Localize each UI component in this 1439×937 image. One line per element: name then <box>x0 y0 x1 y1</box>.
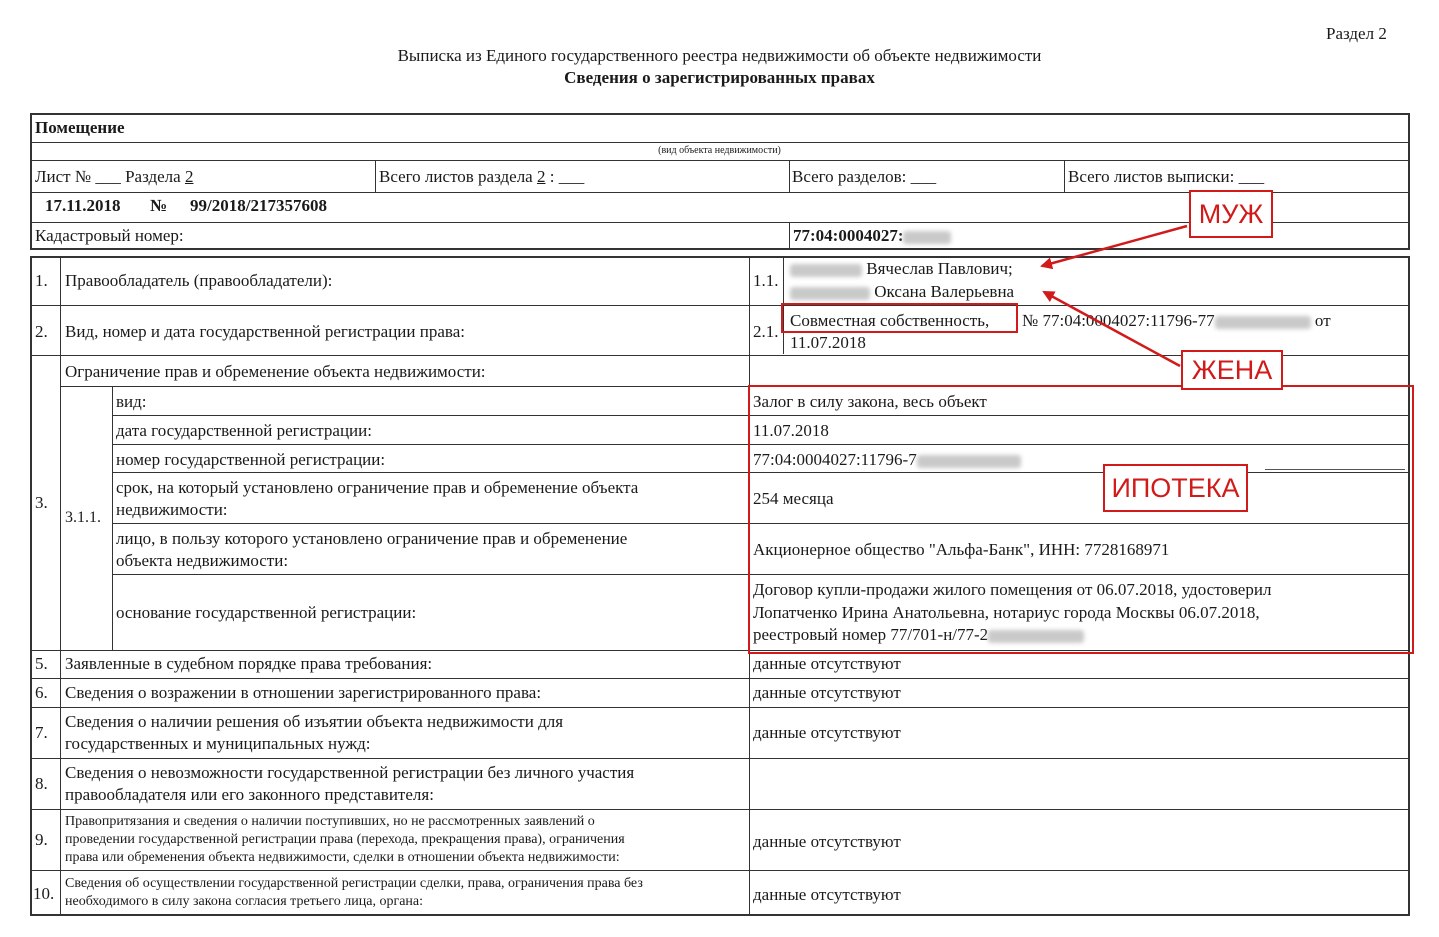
sheet-number: Лист № ___ Раздела 2 <box>35 167 194 186</box>
row-7-num: 7. <box>35 723 48 742</box>
object-type: Помещение <box>35 118 125 137</box>
row-10-value: данные отсутствуют <box>753 885 901 904</box>
annotation-husband: МУЖ <box>1189 190 1273 238</box>
row-10-label-1: Сведения об осуществлении государственной регистрации сделки, права, ограничения права без <box>65 876 643 891</box>
row-8-label-2: правообладателя или его законного представителя: <box>65 785 434 804</box>
encumbrance-number-label: номер государственной регистрации: <box>116 450 386 469</box>
total-sheets-extract: Всего листов выписки: ___ <box>1068 167 1265 186</box>
owner-1: Вячеслав Павлович; <box>790 259 1013 279</box>
right-reg-date: 11.07.2018 <box>790 333 866 352</box>
encumbrance-term-label-2: недвижимости: <box>116 500 228 519</box>
object-type-caption: (вид объекта недвижимости) <box>658 145 781 156</box>
right-reg-number: № 77:04:0004027:11796-77 от <box>1022 311 1331 330</box>
row-9-label-1: Правопритязания и сведения о наличии поступивших, но не рассмотренных заявлений о <box>65 814 595 829</box>
beneficiary-label-1: лицо, в пользу которого установлено ограничение прав и обременение <box>116 529 628 548</box>
row-7-label-2: государственных и муниципальных нужд: <box>65 734 371 753</box>
annotation-wife: ЖЕНА <box>1181 350 1283 390</box>
encumbrance-date-value: 11.07.2018 <box>753 421 829 440</box>
encumbrance-number-value: 77:04:0004027:11796-7 <box>753 450 1021 470</box>
basis-value-1: Договор купли-продажи жилого помещения от 06.07.2018, удостоверил <box>753 580 1272 599</box>
row-10-label-2: необходимого в силу закона согласия третьего лица, органа: <box>65 894 424 909</box>
annotation-mortgage: ИПОТЕКА <box>1103 464 1248 512</box>
total-sections: Всего разделов: ___ <box>792 167 937 186</box>
beneficiary-label-2: объекта недвижимости: <box>116 551 289 570</box>
row-7-value: данные отсутствуют <box>753 723 901 742</box>
row-9-label-2: проведении государственной регистрации права (перехода, прекращения права), ограничения <box>65 832 625 847</box>
page-subtitle: Сведения о зарегистрированных правах <box>564 68 875 87</box>
row-7-label-1: Сведения о наличии решения об изъятии объекта недвижимости для <box>65 712 564 731</box>
row-6-label: Сведения о возражении в отношении зарегистрированного права: <box>65 683 542 702</box>
basis-label: основание государственной регистрации: <box>116 603 417 622</box>
extract-date: 17.11.2018 <box>45 196 121 215</box>
row-1-label: Правообладатель (правообладатели): <box>65 271 333 290</box>
arrow-to-husband <box>1042 226 1187 266</box>
row-5-num: 5. <box>35 654 48 673</box>
row-3-sub: 3.1.1. <box>65 509 101 526</box>
row-2-sub: 2.1. <box>753 322 779 341</box>
owner-2: Оксана Валерьевна <box>790 282 1014 302</box>
row-9-label-3: права или обременения объекта недвижимости, сделки в отношении объекта недвижимости: <box>65 850 620 865</box>
row-9-num: 9. <box>35 830 48 849</box>
arrow-to-wife <box>1044 292 1180 366</box>
row-10-num: 10. <box>33 884 55 903</box>
row-2-num: 2. <box>35 322 48 341</box>
basis-value-2: Лопатченко Ирина Анатольевна, нотариус города Москвы 06.07.2018, <box>753 603 1260 622</box>
row-3-num: 3. <box>35 493 48 512</box>
row-8-label-1: Сведения о невозможности государственной регистрации без личного участия <box>65 763 635 782</box>
row-6-value: данные отсутствуют <box>753 683 901 702</box>
cadastral-value: 77:04:0004027: <box>793 226 951 246</box>
total-sheets-section: Всего листов раздела 2 : ___ <box>379 167 585 186</box>
row-2-label: Вид, номер и дата государственной регистрации права: <box>65 322 465 341</box>
row-3-header: Ограничение прав и обременение объекта недвижимости: <box>65 362 486 381</box>
encumbrance-term-value: 254 месяца <box>753 489 834 508</box>
row-5-label: Заявленные в судебном порядке права требования: <box>65 654 433 673</box>
encumbrance-kind-value: Залог в силу закона, весь объект <box>753 392 987 411</box>
basis-value-3: реестровый номер 77/701-н/77-2 <box>753 625 1084 645</box>
row-9-value: данные отсутствуют <box>753 832 901 851</box>
beneficiary-value: Акционерное общество "Альфа-Банк", ИНН: 7728168971 <box>753 540 1170 559</box>
encumbrance-kind-label: вид: <box>116 392 147 411</box>
row-1-sub: 1.1. <box>753 271 779 290</box>
section-tag: Раздел 2 <box>1326 24 1387 43</box>
encumbrance-term-label-1: срок, на который установлено ограничение прав и обременение объекта <box>116 478 639 497</box>
number-sign: № <box>150 196 168 215</box>
row-8-num: 8. <box>35 774 48 793</box>
row-1-num: 1. <box>35 271 48 290</box>
encumbrance-date-label: дата государственной регистрации: <box>116 421 372 440</box>
right-kind: Совместная собственность, <box>790 311 990 330</box>
page-title: Выписка из Единого государственного реестра недвижимости об объекте недвижимости <box>397 46 1042 65</box>
extract-number: 99/2018/217357608 <box>190 196 327 215</box>
row-6-num: 6. <box>35 683 48 702</box>
cadastral-label: Кадастровый номер: <box>35 226 184 245</box>
row-5-value: данные отсутствуют <box>753 654 901 673</box>
